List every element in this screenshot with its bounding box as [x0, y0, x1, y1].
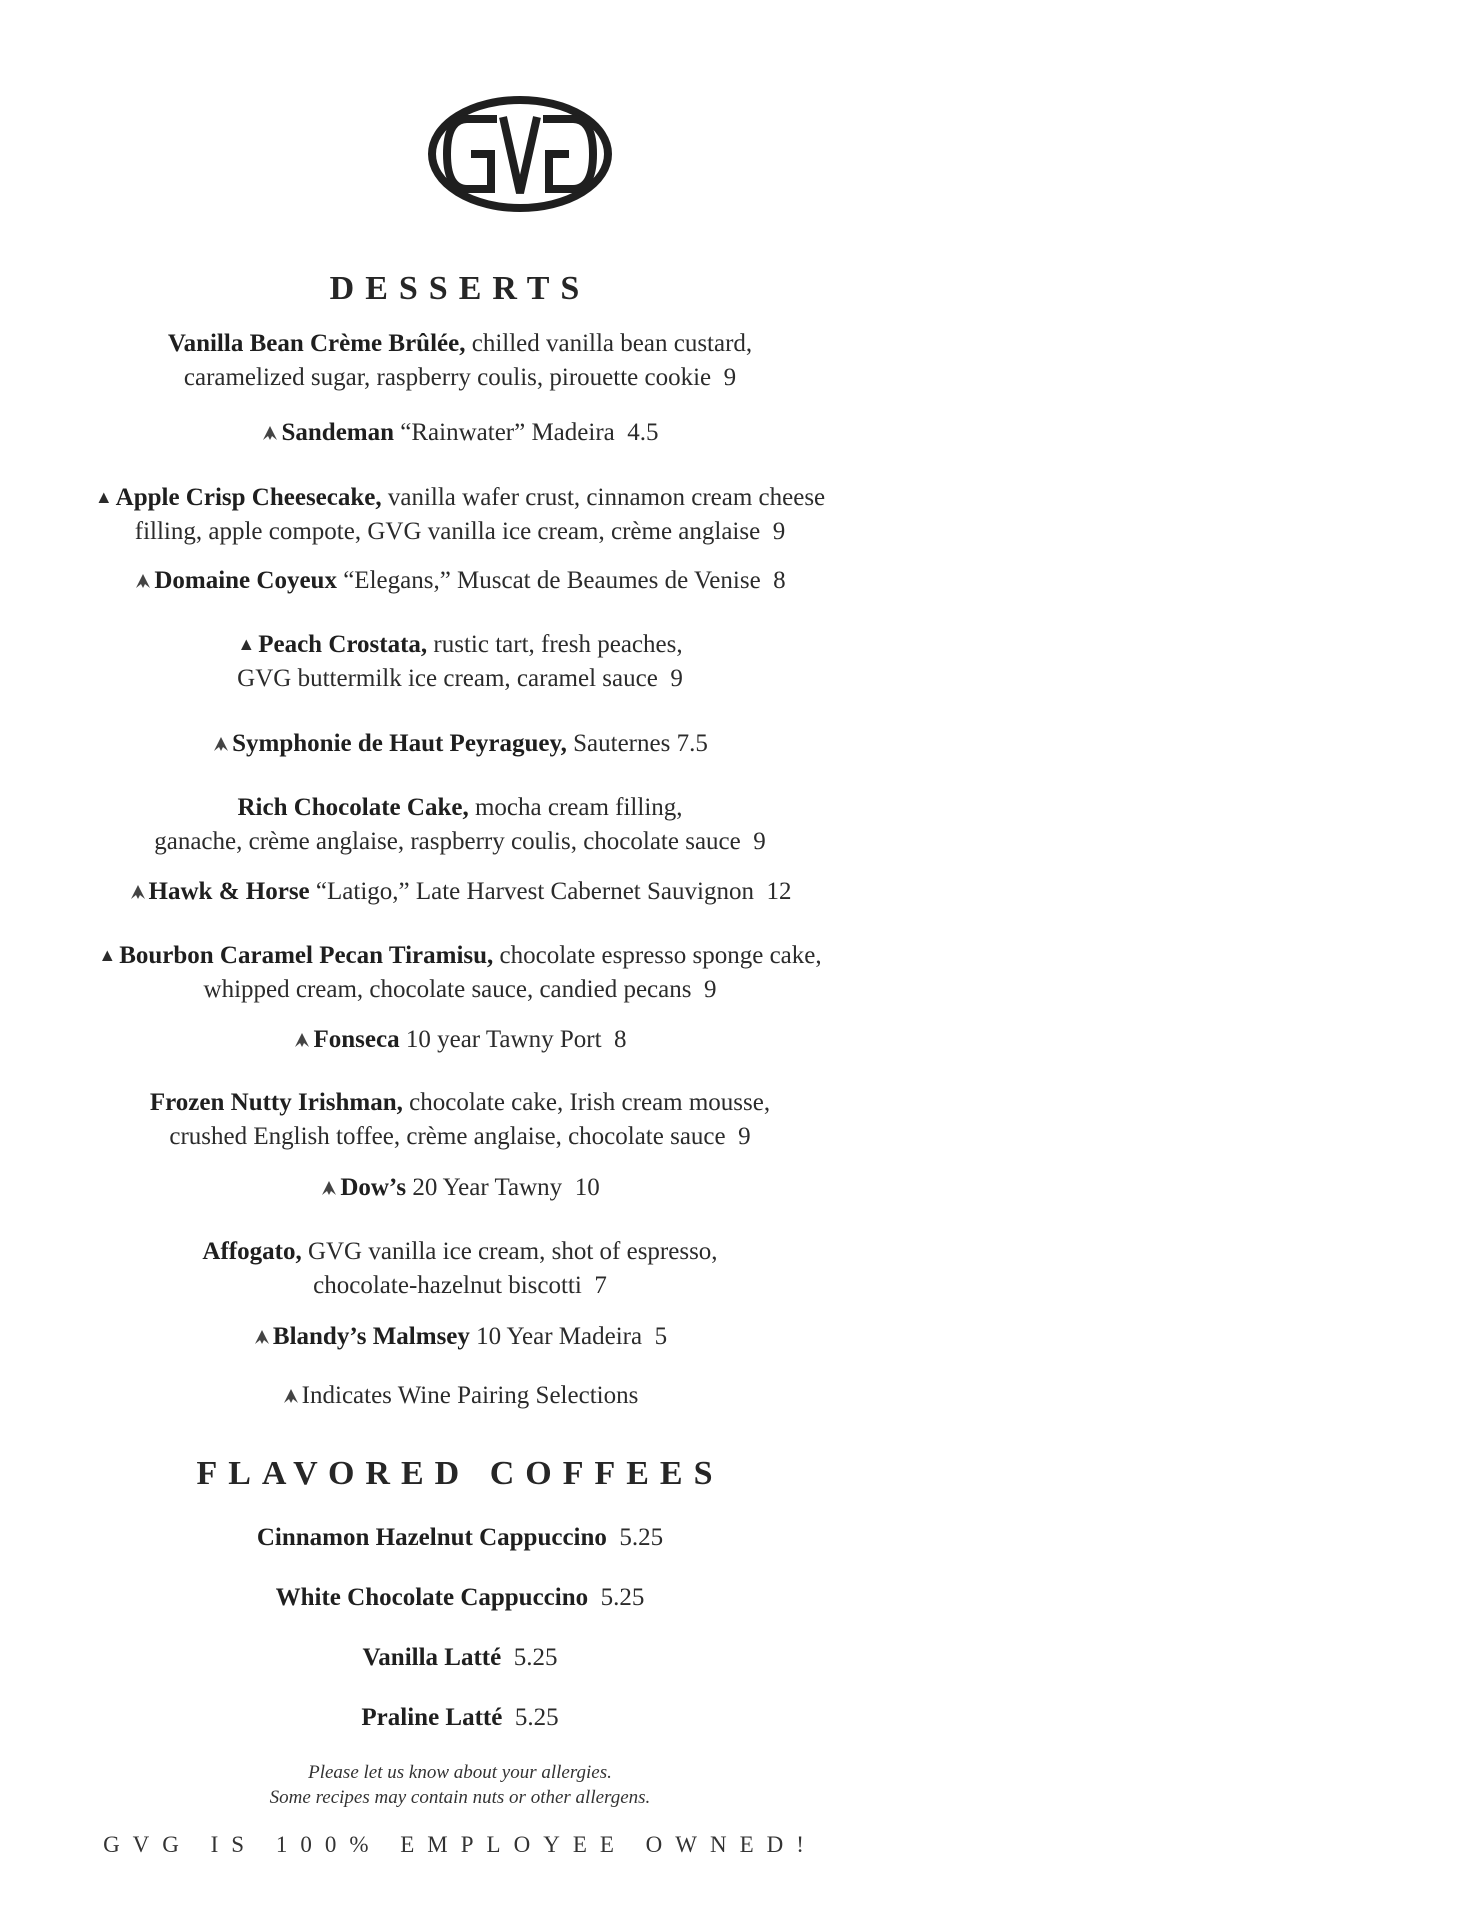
dessert-price: 9	[753, 828, 766, 855]
coffee-item	[60, 1641, 860, 1675]
coffee-item	[60, 1581, 860, 1615]
dessert-item-affogato	[60, 1235, 860, 1303]
dessert-item-tiramisu	[60, 938, 860, 1007]
desserts-title: DESSERTS	[329, 270, 591, 307]
dessert-price: 9	[723, 364, 737, 391]
dessert-item-peach-crostata	[60, 627, 860, 696]
wine-name: Blandy’s Malmsey	[272, 1323, 470, 1350]
triangle-marker-icon: ▲	[237, 634, 256, 654]
wine-pairing-domaine-coyeux	[60, 564, 860, 598]
dessert-desc: chocolate cake, Irish cream mousse,	[402, 1089, 771, 1116]
legend-text: Indicates Wine Pairing Selections	[301, 1382, 639, 1409]
coffees-title: FLAVORED COFFEES	[196, 1455, 724, 1492]
dessert-price: 9	[670, 665, 683, 692]
dessert-name: Peach Crostata,	[258, 631, 428, 658]
dessert-desc: filling, apple compote, GVG vanilla ice cream, crème anglaise	[134, 518, 761, 545]
dessert-desc: vanilla wafer crust, cinnamon cream cheese	[381, 484, 826, 511]
wine-desc: “Elegans,” Muscat de Beaumes de Venise	[336, 567, 761, 594]
wine-pairing-blandys	[60, 1320, 860, 1354]
wine-price: 10	[574, 1174, 600, 1201]
wine-pairing-hawk-horse	[60, 875, 860, 909]
wine-desc: “Latigo,” Late Harvest Cabernet Sauvignon	[309, 878, 754, 905]
wine-desc: 10 year Tawny Port	[399, 1026, 602, 1053]
dessert-name: Affogato,	[202, 1238, 302, 1265]
dessert-price: 9	[772, 518, 786, 545]
dessert-name: Apple Crisp Cheesecake,	[115, 484, 382, 511]
wine-price: 8	[614, 1026, 627, 1053]
dessert-price: 9	[738, 1123, 751, 1150]
coffee-price: 5.25	[600, 1584, 645, 1611]
dessert-price: 9	[703, 976, 717, 1003]
coffee-name: Praline Latté	[361, 1704, 503, 1731]
coffee-item	[60, 1521, 860, 1555]
wine-pairing-icon	[293, 1032, 311, 1048]
dessert-name: Frozen Nutty Irishman,	[149, 1089, 403, 1116]
dessert-desc: ganache, crème anglaise, raspberry coulis, chocolate sauce	[154, 828, 741, 855]
dessert-desc: GVG buttermilk ice cream, caramel sauce	[237, 665, 658, 692]
dessert-name: Bourbon Caramel Pecan Tiramisu,	[119, 942, 494, 969]
dessert-name: Rich Chocolate Cake,	[237, 794, 469, 821]
wine-name: Dow’s	[340, 1174, 407, 1201]
wine-pairing-fonseca	[60, 1023, 860, 1057]
wine-desc: 10 Year Madeira	[469, 1323, 643, 1350]
wine-pairing-icon	[212, 736, 230, 752]
wine-price: 12	[766, 878, 792, 905]
wine-pairing-symphonie	[60, 727, 860, 761]
wine-desc: Sauternes	[566, 730, 671, 757]
dessert-desc: chilled vanilla bean custard,	[465, 330, 753, 357]
coffee-price: 5.25	[619, 1524, 664, 1551]
triangle-marker-icon: ▲	[98, 945, 117, 965]
wine-price: 4.5	[627, 419, 659, 446]
allergy-note-line: Some recipes may contain nuts or other allergens.	[269, 1787, 651, 1808]
wine-pairing-icon	[282, 1388, 300, 1404]
employee-owned-footer: GVG IS 100% EMPLOYEE OWNED!	[103, 1832, 817, 1857]
dessert-desc: chocolate espresso sponge cake,	[493, 942, 822, 969]
coffee-price: 5.25	[514, 1704, 559, 1731]
wine-pairing-sandeman	[60, 416, 860, 450]
dessert-desc: mocha cream filling,	[468, 794, 683, 821]
wine-pairing-legend	[60, 1379, 860, 1413]
dessert-item-creme-brulee	[60, 327, 860, 395]
wine-desc: 20 Year Tawny	[406, 1174, 563, 1201]
wine-price: 8	[773, 567, 786, 594]
wine-pairing-icon	[253, 1329, 271, 1345]
coffee-name: Vanilla Latté	[362, 1644, 502, 1671]
dessert-desc: crushed English toffee, crème anglaise, chocolate sauce	[169, 1123, 726, 1150]
coffee-price: 5.25	[513, 1644, 558, 1671]
wine-pairing-icon	[129, 884, 147, 900]
wine-name: Symphonie de Haut Peyraguey,	[232, 730, 567, 757]
wine-price: 7.5	[676, 730, 708, 757]
dessert-item-apple-crisp	[60, 480, 860, 549]
coffee-item	[60, 1701, 860, 1735]
wine-name: Sandeman	[281, 419, 395, 446]
wine-pairing-dows	[60, 1171, 860, 1205]
dessert-desc: rustic tart, fresh peaches,	[427, 631, 683, 658]
dessert-desc: whipped cream, chocolate sauce, candied pecans	[203, 976, 692, 1003]
wine-name: Hawk & Horse	[148, 878, 310, 905]
dessert-item-frozen-nutty-irishman	[60, 1086, 860, 1154]
wine-name: Domaine Coyeux	[154, 567, 337, 594]
triangle-marker-icon: ▲	[94, 487, 113, 507]
dessert-desc: chocolate-hazelnut biscotti	[313, 1272, 582, 1299]
dessert-name: Vanilla Bean Crème Brûlée,	[167, 330, 466, 357]
wine-name: Fonseca	[313, 1026, 400, 1053]
wine-pairing-icon	[134, 573, 152, 589]
coffee-name: White Chocolate Cappuccino	[275, 1584, 589, 1611]
allergy-note-line: Please let us know about your allergies.	[308, 1762, 612, 1783]
allergy-note	[60, 1760, 860, 1810]
wine-price: 5	[654, 1323, 668, 1350]
coffee-name: Cinnamon Hazelnut Cappuccino	[256, 1524, 607, 1551]
dessert-item-chocolate-cake	[60, 791, 860, 859]
dessert-desc: GVG vanilla ice cream, shot of espresso,	[301, 1238, 718, 1265]
gvg-logo	[427, 95, 613, 213]
dessert-desc: caramelized sugar, raspberry coulis, pirouette cookie	[183, 364, 712, 391]
dessert-price: 7	[594, 1272, 607, 1299]
wine-pairing-icon	[261, 425, 279, 441]
wine-desc: “Rainwater” Madeira	[394, 419, 615, 446]
wine-pairing-icon	[320, 1180, 338, 1196]
